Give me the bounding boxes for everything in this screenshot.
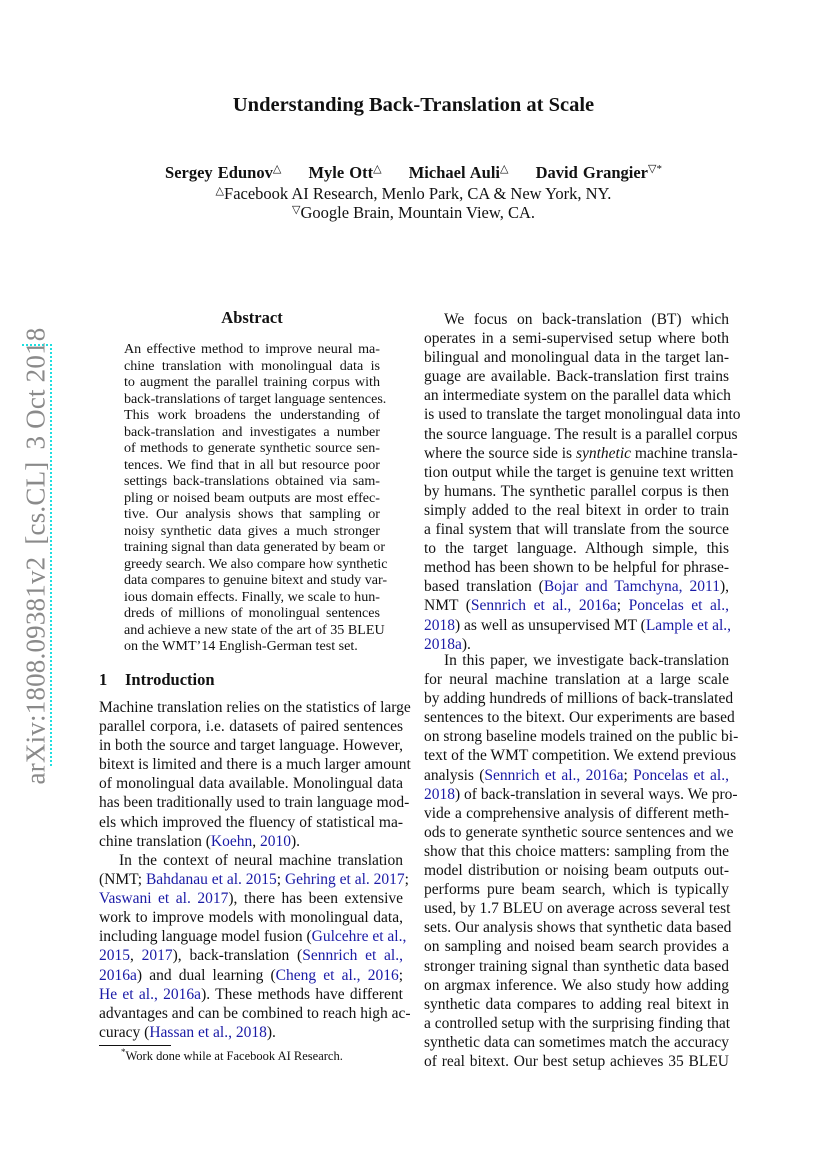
text-line: on sampling and noised beam search provides a — [424, 938, 729, 956]
text-segment: including language model fusion ( — [99, 928, 312, 946]
text-line: to the target language. Although simple, this — [424, 540, 729, 558]
author-list — [0, 162, 827, 183]
text-line: of methods to generate synthetic source sen- — [124, 440, 380, 456]
text-line: data compares to genuine bitext and study var- — [124, 572, 388, 588]
text-line: stronger training signal than synthetic data based — [424, 957, 729, 975]
text-line — [99, 966, 403, 985]
author — [308, 163, 381, 182]
text-segment: ; — [276, 871, 285, 889]
arxiv-stamp-text — [21, 322, 52, 791]
affiliation-mark: △ — [373, 163, 382, 175]
text-segment: ; — [398, 966, 404, 984]
text-segment: ), — [719, 578, 729, 596]
text-line: This work broadens the understanding of — [124, 407, 380, 423]
text-line: on argmax inference. We also study how adding — [424, 976, 729, 994]
citation-link[interactable]: Bojar and Tamchyna, 2011 — [543, 578, 720, 596]
text-line: els which improved the fluency of statistical ma- — [99, 813, 403, 831]
citation-link[interactable]: Gulcehre et al., — [311, 928, 407, 946]
text-segment: NMT ( — [424, 597, 471, 615]
text-segment: ), back-translation ( — [172, 947, 303, 965]
text-segment: ; — [623, 766, 634, 784]
text-segment: ). — [461, 635, 471, 653]
right-column-paragraph — [424, 651, 739, 1071]
text-line — [99, 927, 407, 946]
text-line: Machine translation relies on the statistics of large — [99, 699, 411, 716]
footnote-text: Work done while at Facebook AI Research. — [125, 1049, 343, 1064]
abstract-body — [124, 341, 388, 655]
text-line — [424, 444, 738, 463]
text-line: training signal than data generated by beam or — [124, 539, 386, 555]
citation-link[interactable]: Sennrich et al., 2016a — [470, 597, 617, 615]
text-line: to augment the parallel training corpus with — [124, 374, 380, 390]
section-title: Introduction — [125, 670, 215, 689]
text-line — [99, 946, 403, 965]
text-segment: analysis ( — [424, 766, 485, 784]
citation-link[interactable]: 2016a — [163, 985, 202, 1003]
citation-link[interactable]: 2018 — [424, 616, 455, 634]
text-line: In the context of neural machine translation — [119, 852, 403, 869]
text-line: tences. We find that in all but resource poor — [124, 456, 380, 473]
author-name: Sergey Edunov — [165, 163, 273, 182]
text-segment: machine transla- — [631, 444, 738, 462]
affiliation-mark: △ — [500, 163, 509, 175]
text-line — [99, 1023, 403, 1042]
footnote-rule — [99, 1045, 171, 1046]
section-number: 1 — [99, 670, 108, 689]
citation-link[interactable]: Poncelas et al., — [633, 766, 729, 784]
text-segment: , — [252, 832, 260, 850]
citation-link[interactable]: 2018a — [424, 635, 462, 653]
text-line: simply added to the real bitext in order to train — [424, 501, 729, 519]
text-line — [99, 870, 409, 889]
text-line: performs pure beam search, which is typically — [424, 881, 729, 899]
arxiv-id: arXiv:1808.09381v2 — [20, 556, 51, 785]
citation-link[interactable]: Cheng et al., — [275, 966, 361, 984]
text-segment: curacy ( — [99, 1023, 150, 1041]
text-line: for neural machine translation at a large scale — [424, 671, 729, 689]
text-segment: ) and dual learning ( — [136, 966, 276, 984]
text-segment — [361, 967, 368, 984]
citation-link[interactable]: 2018 — [235, 1023, 267, 1041]
citation-link[interactable]: He et al., — [99, 985, 158, 1003]
citation-link[interactable]: Hassan et al., — [149, 1023, 232, 1041]
citation-link[interactable]: 2017 — [141, 947, 173, 965]
text-line — [99, 985, 403, 1004]
text-line: and achieve a new state of the art of 35 BLEU — [124, 621, 385, 638]
arxiv-category: [cs.CL] — [20, 461, 51, 545]
text-line: tive. Our analysis shows that sampling or — [124, 506, 380, 522]
text-line: by humans. The synthetic parallel corpus is then — [424, 482, 729, 500]
text-line: on the WMT’14 English-German test set. — [124, 638, 358, 654]
citation-link[interactable]: 2010 — [259, 832, 291, 850]
section-heading-introduction — [99, 670, 215, 690]
text-line: dreds of millions of monolingual sentences — [124, 605, 380, 621]
affiliation-mark: ▽* — [647, 163, 662, 175]
text-segment: ) as well as unsupervised MT ( — [455, 616, 646, 634]
text-line: settings back-translations obtained via sam- — [124, 473, 380, 489]
citation-link[interactable]: Sennrich et al., 2016a — [484, 766, 624, 784]
intro-paragraph — [99, 851, 411, 1042]
text-line: a controlled setup with the surprising finding that — [424, 1014, 731, 1032]
text-line: text of the WMT competition. We extend previous — [424, 747, 737, 765]
text-line: advantages and can be combined to reach high ac- — [99, 1004, 411, 1022]
text-line: An effective method to improve neural ma- — [124, 341, 380, 357]
text-line: is used to translate the target monolingual data into — [424, 406, 741, 424]
text-line: a final system that will translate from the source — [424, 521, 729, 539]
affiliation-text: Facebook AI Research, Menlo Park, CA & New York, NY. — [224, 184, 612, 203]
text-segment: ). These methods have different — [201, 985, 403, 1003]
citation-link[interactable]: Lample et al., — [645, 616, 732, 634]
text-line: synthetic data can sometimes match the accuracy — [424, 1033, 729, 1051]
text-line: We focus on back-translation (BT) which — [444, 311, 729, 328]
text-line — [424, 785, 738, 804]
text-segment: ). — [290, 832, 301, 850]
affiliation-mark: △ — [215, 185, 225, 197]
text-segment: , — [130, 947, 142, 965]
text-line — [424, 616, 732, 635]
text-line: pling or noised beam outputs are most effec- — [124, 489, 380, 506]
text-line: of real bitext. Our best setup achieves 35 BLEU — [424, 1052, 729, 1070]
text-line: on strong baseline models trained on the public bi- — [424, 728, 739, 746]
citation-link[interactable]: Poncelas et al., — [628, 597, 729, 615]
text-line: operates in a semi-supervised setup where both — [424, 330, 729, 348]
citation-link[interactable]: Koehn — [210, 832, 253, 850]
text-line: used, by 1.7 BLEU on average across several test — [424, 900, 731, 918]
text-line: show that this choice matters: sampling from the — [424, 842, 729, 860]
intro-paragraph — [99, 698, 411, 851]
citation-link[interactable]: 2016a — [99, 966, 137, 984]
text-line: in both the source and target language. However, — [99, 737, 403, 755]
text-line — [424, 766, 729, 785]
footnote-mark: * — [121, 1047, 126, 1057]
author-name: David Grangier — [535, 163, 648, 182]
affiliation — [0, 184, 827, 204]
text-line: of monolingual data available. Monolingual data — [99, 775, 403, 793]
abstract-heading: Abstract — [221, 308, 283, 327]
citation-link[interactable]: 2015 — [99, 947, 130, 965]
affiliation-mark: ▽ — [291, 204, 301, 216]
citation-link[interactable]: Sennrich et al., — [302, 947, 403, 965]
text-line — [424, 577, 729, 596]
text-line: synthetic data compares to adding real bitext in — [424, 995, 729, 1013]
text-line: In this paper, we investigate back-translation — [444, 652, 729, 669]
text-line: by adding hundreds of millions of back-translated — [424, 690, 734, 708]
text-line: guage are available. Back-translation first trains — [424, 368, 729, 386]
text-line: tion output while the target is genuine text written — [424, 463, 734, 481]
text-line: parallel corpora, i.e. datasets of paired sentences — [99, 718, 403, 736]
text-line: an intermediate system on the parallel data which — [424, 387, 731, 405]
text-line: noisy synthetic data gives a much stronger — [124, 522, 380, 539]
affiliation-mark: △ — [272, 163, 282, 175]
text-line: sets. Our analysis shows that synthetic data based — [424, 919, 732, 937]
citation-link[interactable]: 2016 — [367, 966, 399, 984]
text-segment: ; — [404, 871, 409, 889]
text-line: the source language. The result is a parallel corpus — [424, 425, 738, 443]
affiliation-text: Google Brain, Mountain View, CA. — [300, 203, 536, 222]
author-name: Michael Auli — [408, 163, 501, 182]
affiliation — [0, 203, 827, 223]
text-line: work to improve models with monolingual data, — [99, 909, 403, 927]
text-line: bitext is limited and there is a much larger amount — [99, 756, 411, 774]
author-name: Myle Ott — [308, 163, 374, 182]
emphasis: synthetic — [575, 444, 632, 462]
author — [536, 163, 662, 182]
text-line: bilingual and monolingual data in the target lan- — [424, 349, 729, 367]
text-segment: ). — [266, 1023, 276, 1041]
text-segment: (NMT; — [99, 871, 146, 889]
text-segment: where the source side is — [424, 444, 576, 462]
text-line: ious domain effects. Finally, we scale to hun- — [124, 588, 380, 605]
text-line — [99, 889, 403, 908]
text-line — [99, 832, 403, 851]
text-line: vide a comprehensive analysis of different meth- — [424, 804, 729, 822]
text-line: sentences to the bitext. Our experiments are based — [424, 709, 735, 727]
text-segment: ) of back-translation in several ways. We pro- — [455, 785, 738, 803]
citation-link[interactable]: 2018 — [424, 785, 455, 803]
author — [409, 163, 509, 182]
paper-title: Understanding Back-Translation at Scale — [232, 94, 595, 116]
text-segment: chine translation ( — [99, 832, 211, 850]
text-line: greedy search. We also compare how synthetic — [124, 555, 388, 572]
text-line: model distribution or noising beam outputs out- — [424, 862, 729, 880]
author — [165, 163, 281, 182]
right-column-paragraph — [424, 310, 741, 654]
text-line: back-translation and investigates a number — [124, 423, 380, 440]
citation-link[interactable]: Bahdanau et al. 2015 — [145, 871, 277, 889]
text-line: chine translation with monolingual data is — [124, 357, 380, 374]
text-segment: ; — [616, 597, 629, 615]
text-line — [424, 596, 729, 615]
arxiv-stamp — [20, 327, 52, 785]
text-line: ods to generate synthetic source sentences and we — [424, 823, 734, 841]
citation-link[interactable]: Vaswani et al. 2017 — [99, 890, 229, 908]
citation-link[interactable]: Gehring et al. 2017 — [284, 871, 405, 889]
text-line: back-translations of target language sentences. — [124, 390, 387, 407]
footnote — [121, 1047, 343, 1064]
text-line: method has been shown to be helpful for phrase- — [424, 559, 729, 577]
text-line: has been traditionally used to train language mod- — [99, 794, 410, 812]
text-segment: ), there has been extensive — [228, 890, 404, 908]
text-segment: based translation ( — [424, 578, 544, 596]
arxiv-date: 3 Oct 2018 — [20, 327, 51, 450]
